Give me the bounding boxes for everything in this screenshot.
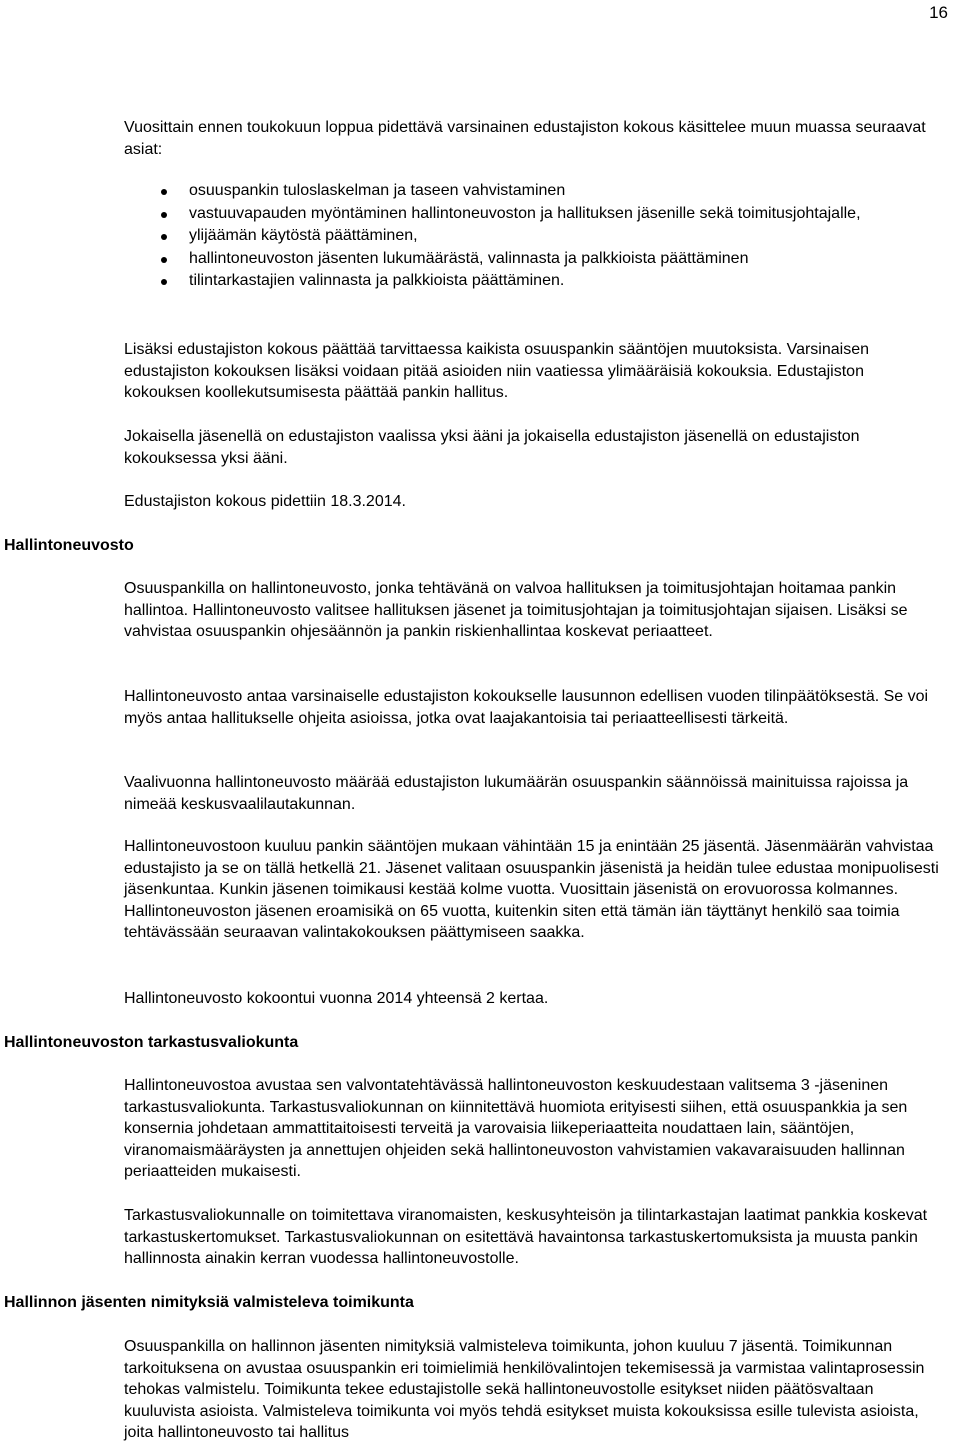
agenda-list <box>124 180 944 293</box>
page-number: 16 <box>929 3 948 22</box>
list-item: hallintoneuvoston jäsenten lukumäärästä, valinnasta ja palkkioista päättäminen <box>124 248 944 271</box>
paragraph-text: Hallintoneuvosto antaa varsinaiselle edustajiston kokoukselle lausunnon edellisen vuoden tilinpäätöksestä. Se voi myös antaa hallitukselle ohjeita asioissa, jotka ovat laajakantoisia tai periaatteellisesti tärkeitä. <box>124 688 929 727</box>
paragraph-text: Hallintoneuvosto kokoontui vuonna 2014 yhteensä 2 kertaa. <box>124 990 549 1007</box>
paragraph-text: Edustajiston kokous pidettiin 18.3.2014. <box>124 493 406 510</box>
rules-changes-paragraph <box>124 339 944 404</box>
section-heading-nimitystoimikunta: Hallinnon jäsenten nimityksiä valmisteleva toimikunta <box>4 1294 414 1311</box>
hallintoneuvosto-paragraph-1 <box>124 578 944 643</box>
paragraph-text: Hallintoneuvostoa avustaa sen valvontatehtävässä hallintoneuvoston keskuudestaan valitsema 3 -jäseninen tarkastusvaliokunta. Tarkastusvaliokunnan on kiinnitettävä huomiota erityisesti siihen, että osuuspankkia ja sen konsernia johdetaan ammattitaitoisesti terveitä ja varovaisia liikeperiaatteita noudattaen lain, sääntöjen, viranomaismääräysten ja annettujen ohjeiden sekä hallintoneuvoston vahvistamien vakavaraisuuden hallinnan periaatteiden mukaisesti. <box>124 1077 908 1180</box>
paragraph-text: Osuuspankilla on hallintoneuvosto, jonka tehtävänä on valvoa hallituksen ja toimitusjohtajan hoitamaa pankin hallintoa. Hallintoneuvosto valitsee hallituksen jäsenet ja toimitusjohtajan ja toimitusjohtajan sijaisen. Lisäksi se vahvistaa osuuspankin ohjesäännön ja pankin riskienhallintaa koskevat periaatteet. <box>124 580 908 640</box>
hallintoneuvosto-paragraph-5 <box>124 988 944 1010</box>
tarkastusvaliokunta-paragraph-2 <box>124 1205 944 1270</box>
hallintoneuvosto-paragraph-4 <box>124 836 944 944</box>
section-heading-hallintoneuvosto: Hallintoneuvosto <box>4 537 134 554</box>
hallintoneuvosto-paragraph-3 <box>124 772 944 815</box>
nimitystoimikunta-paragraph-1 <box>124 1336 944 1444</box>
paragraph-text: Tarkastusvaliokunnalle on toimitettava viranomaisten, keskusyhteisön ja tilintarkastajan laatimat pankkia koskevat tarkastuskertomukset. Tarkastusvaliokunnan on esitettävä havaintonsa tarkastuskertomuksista ja muusta pankin hallinnosta ainakin kerran vuodessa hallintoneuvostolle. <box>124 1207 928 1267</box>
paragraph-text: Vaalivuonna hallintoneuvosto määrää edustajiston lukumäärän osuuspankin säännöissä mainituissa rajoissa ja nimeää keskusvaalilautakunnan. <box>124 774 909 813</box>
tarkastusvaliokunta-paragraph-1 <box>124 1075 944 1183</box>
list-item: osuuspankin tuloslaskelman ja taseen vahvistaminen <box>124 180 944 203</box>
list-item: ylijäämän käytöstä päättäminen, <box>124 225 944 248</box>
paragraph-text: Lisäksi edustajiston kokous päättää tarvittaessa kaikista osuuspankin sääntöjen muutoksista. Varsinaisen edustajiston kokouksen lisäksi voidaan pitää asioiden niin vaatiessa ylimääräisiä kokouksia. Edustajiston kokouksen koollekutsumisesta päättää pankin hallitus. <box>124 341 870 401</box>
list-item: tilintarkastajien valinnasta ja palkkioista päättäminen. <box>124 270 944 293</box>
paragraph-text: Hallintoneuvostoon kuuluu pankin sääntöjen mukaan vähintään 15 ja enintään 25 jäsentä. Jäsenmäärän vahvistaa edustajisto ja se on tällä hetkellä 21. Jäsenet valitaan osuuspankin jäsenistä ja heidän tulee edustaa monipuolisesti jäsenkuntaa. Kunkin jäsenen toimikausi kestää kolme vuotta. Vuosittain jäsenistä on erovuorossa kolmannes. Hallintoneuvoston jäsenen eroamisikä on 65 vuotta, kuitenkin siten että tämän iän täyttänyt henkilö saa toimia tehtävässään seuraavan valintakokouksen päättymiseen saakka. <box>124 838 939 941</box>
section-heading-tarkastusvaliokunta: Hallintoneuvoston tarkastusvaliokunta <box>4 1034 299 1051</box>
paragraph-text: Jokaisella jäsenellä on edustajiston vaalissa yksi ääni ja jokaisella edustajiston jäsenellä on edustajiston kokouksessa yksi ääni. <box>124 428 860 467</box>
list-item: vastuuvapauden myöntäminen hallintoneuvoston ja hallituksen jäsenille sekä toimitusjohtajalle, <box>124 203 944 226</box>
hallintoneuvosto-paragraph-2 <box>124 686 944 729</box>
intro-paragraph <box>124 117 944 160</box>
meeting-date-paragraph <box>124 491 944 513</box>
paragraph-text: Osuuspankilla on hallinnon jäsenten nimityksiä valmisteleva toimikunta, johon kuuluu 7 jäsentä. Toimikunnan tarkoituksena on avustaa osuuspankin eri toimielimiä henkilövalintojen tekemisessä ja varmistaa valintaprosessin tehokas valmistelu. Toimikunta tekee edustajistolle sekä hallintoneuvostolle esitykset niiden päätösvaltaan kuuluvista asioista. Valmisteleva toimikunta voi myös tehdä esitykset muista kokouksissa esille tulevista asioista, joita hallintoneuvosto tai hallitus <box>124 1338 925 1441</box>
intro-text: Vuosittain ennen toukokuun loppua pidettävä varsinainen edustajiston kokous käsittelee muun muassa seuraavat asiat: <box>124 119 926 158</box>
voting-paragraph <box>124 426 944 469</box>
